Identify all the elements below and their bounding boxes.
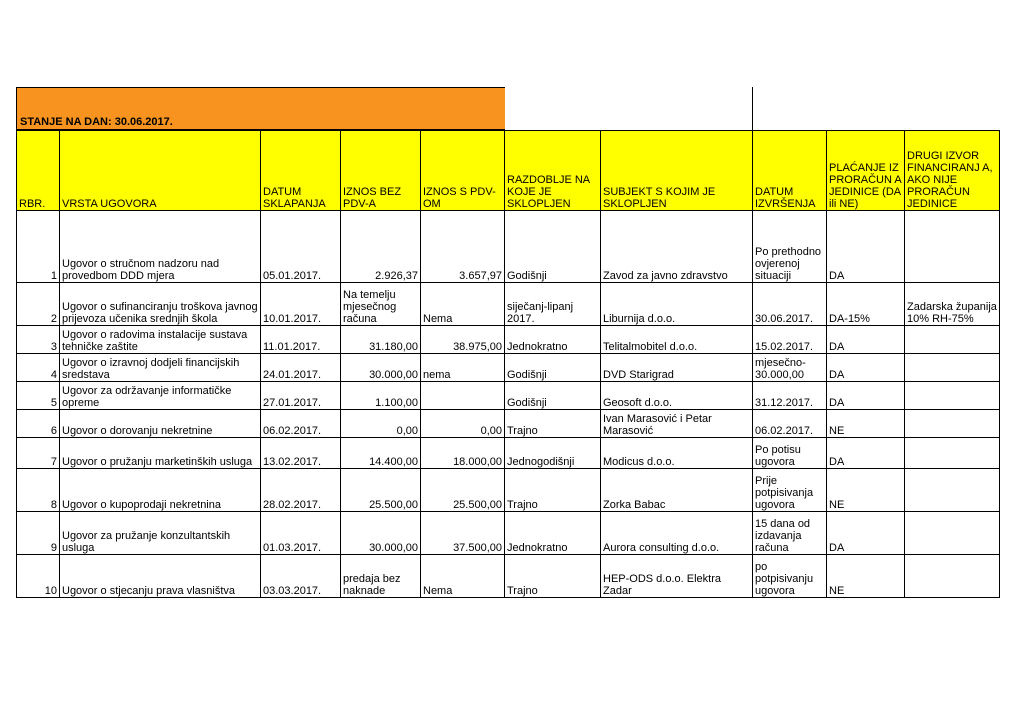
table-cell: 03.03.2017. (261, 555, 341, 598)
table-cell: 1.100,00 (341, 382, 421, 410)
table-cell: 25.500,00 (341, 469, 421, 512)
table-cell: Nema (421, 283, 505, 326)
table-cell: Na temelju mjesečnog računa (341, 283, 421, 326)
table-cell (905, 469, 1000, 512)
table-cell: 15 dana od izdavanja računa (753, 512, 827, 555)
table-cell: NE (827, 469, 905, 512)
table-cell: 31.12.2017. (753, 382, 827, 410)
table-body (17, 211, 1000, 598)
table-cell: Ugovor o pružanju marketinških usluga (60, 438, 261, 469)
table-cell (905, 512, 1000, 555)
column-header: SUBJEKT S KOJIM JE SKLOPLJEN (601, 131, 753, 211)
table-cell: 37.500,00 (421, 512, 505, 555)
table-cell: 3 (17, 326, 60, 354)
table-cell: Ugovor o sufinanciranju troškova javnog prijevoza učenika srednjih škola (60, 283, 261, 326)
table-cell: 28.02.2017. (261, 469, 341, 512)
table-cell: Jednokratno (505, 512, 601, 555)
table-cell: Prije potpisivanja ugovora (753, 469, 827, 512)
table-cell (421, 382, 505, 410)
column-header: RAZDOBLJE NA KOJE JE SKLOPLJEN (505, 131, 601, 211)
table-cell: 3.657,97 (421, 211, 505, 283)
table-cell: nema (421, 354, 505, 382)
status-banner (16, 87, 505, 130)
table-cell (905, 326, 1000, 354)
table-row (17, 382, 1000, 410)
table-cell: Godišnji (505, 211, 601, 283)
table-cell: Ugovor o izravnoj dodjeli financijskih sredstava (60, 354, 261, 382)
table-cell: DA (827, 512, 905, 555)
table-cell: 01.03.2017. (261, 512, 341, 555)
table-cell: Geosoft d.o.o. (601, 382, 753, 410)
table-cell: 38.975,00 (421, 326, 505, 354)
table-header (17, 131, 1000, 211)
table-row (17, 326, 1000, 354)
table-cell: Po prethodno ovjerenoj situaciji (753, 211, 827, 283)
table-cell: 25.500,00 (421, 469, 505, 512)
table-cell: 0,00 (341, 410, 421, 438)
table-cell: 27.01.2017. (261, 382, 341, 410)
table-cell (905, 382, 1000, 410)
table-cell: 14.400,00 (341, 438, 421, 469)
column-header: IZNOS BEZ PDV-A (341, 131, 421, 211)
table-row (17, 211, 1000, 283)
header-row (17, 131, 1000, 211)
table-cell (905, 354, 1000, 382)
table-cell: NE (827, 410, 905, 438)
table-cell: DA-15% (827, 283, 905, 326)
table-cell: DA (827, 326, 905, 354)
table-cell: 05.01.2017. (261, 211, 341, 283)
table-cell: 11.01.2017. (261, 326, 341, 354)
table-cell: 1 (17, 211, 60, 283)
table-cell: Nema (421, 555, 505, 598)
table-cell: Trajno (505, 469, 601, 512)
table-cell: Ivan Marasović i Petar Marasović (601, 410, 753, 438)
table-cell: 0,00 (421, 410, 505, 438)
column-header: VRSTA UGOVORA (60, 131, 261, 211)
table-cell: DA (827, 438, 905, 469)
table-cell: po potpisivanju ugovora (753, 555, 827, 598)
table-cell: predaja bez naknade (341, 555, 421, 598)
table-cell: 30.06.2017. (753, 283, 827, 326)
table-cell: siječanj-lipanj 2017. (505, 283, 601, 326)
table-cell: Ugovor o stjecanju prava vlasništva (60, 555, 261, 598)
column-header: IZNOS S PDV-OM (421, 131, 505, 211)
table-cell: Godišnji (505, 382, 601, 410)
table-cell: 31.180,00 (341, 326, 421, 354)
status-date-label: STANJE NA DAN: 30.06.2017. (20, 116, 173, 128)
table-cell: DA (827, 354, 905, 382)
column-header: DATUM IZVRŠENJA (753, 131, 827, 211)
table-cell: Ugovor o radovima instalacije sustava tehničke zaštite (60, 326, 261, 354)
table-cell: Liburnija d.o.o. (601, 283, 753, 326)
table-cell: Ugovor o stručnom nadzoru nad provedbom DDD mjera (60, 211, 261, 283)
table-cell: 8 (17, 469, 60, 512)
table-cell: Po potisu ugovora (753, 438, 827, 469)
table-cell: Ugovor za održavanje informatičke opreme (60, 382, 261, 410)
table-cell (905, 211, 1000, 283)
table-cell: 10 (17, 555, 60, 598)
table-row (17, 469, 1000, 512)
table-cell: 13.02.2017. (261, 438, 341, 469)
column-header: RBR. (17, 131, 60, 211)
table-cell: 30.000,00 (341, 512, 421, 555)
table-cell: Ugovor o dorovanju nekretnine (60, 410, 261, 438)
table-cell: Godišnji (505, 354, 601, 382)
table-row (17, 438, 1000, 469)
table-cell: Ugovor o kupoprodaji nekretnina (60, 469, 261, 512)
table-cell: NE (827, 555, 905, 598)
table-cell: Zavod za javno zdravstvo (601, 211, 753, 283)
table-row (17, 410, 1000, 438)
table-cell: 18.000,00 (421, 438, 505, 469)
column-divider (752, 87, 753, 130)
table-cell: Zadarska županija 10% RH-75% (905, 283, 1000, 326)
table-row (17, 283, 1000, 326)
table-cell: Jednokratno (505, 326, 601, 354)
table-cell: 7 (17, 438, 60, 469)
table-cell: DA (827, 211, 905, 283)
table-cell: DVD Starigrad (601, 354, 753, 382)
table-row (17, 354, 1000, 382)
table-cell: Ugovor za pružanje konzultantskih usluga (60, 512, 261, 555)
contracts-table (16, 130, 1000, 598)
table-cell (905, 410, 1000, 438)
table-cell: Aurora consulting d.o.o. (601, 512, 753, 555)
table-cell: 4 (17, 354, 60, 382)
table-cell: 06.02.2017. (261, 410, 341, 438)
table-cell: Jednogodišnji (505, 438, 601, 469)
table-cell: Trajno (505, 555, 601, 598)
table-row (17, 512, 1000, 555)
table-cell: 06.02.2017. (753, 410, 827, 438)
table-cell: 5 (17, 382, 60, 410)
table-cell: 6 (17, 410, 60, 438)
table-cell: 10.01.2017. (261, 283, 341, 326)
table-cell: 15.02.2017. (753, 326, 827, 354)
table-cell: HEP-ODS d.o.o. Elektra Zadar (601, 555, 753, 598)
table-cell: 2.926,37 (341, 211, 421, 283)
table-row (17, 555, 1000, 598)
table-cell: Zorka Babac (601, 469, 753, 512)
table-cell: 24.01.2017. (261, 354, 341, 382)
column-header: PLAĆANJE IZ PRORAČUN A JEDINICE (DA ili NE) (827, 131, 905, 211)
table-cell (905, 555, 1000, 598)
table-cell: DA (827, 382, 905, 410)
table-cell: Telitalmobitel d.o.o. (601, 326, 753, 354)
table-cell: 30.000,00 (341, 354, 421, 382)
table-cell: 2 (17, 283, 60, 326)
table-cell: mjesečno-30.000,00 (753, 354, 827, 382)
table-cell: Modicus d.o.o. (601, 438, 753, 469)
table-cell: Trajno (505, 410, 601, 438)
table-cell (905, 438, 1000, 469)
column-header: DATUM SKLAPANJA (261, 131, 341, 211)
column-header: DRUGI IZVOR FINANCIRANJ A, AKO NIJE PRORAČUN JEDINICE (905, 131, 1000, 211)
table-cell: 9 (17, 512, 60, 555)
